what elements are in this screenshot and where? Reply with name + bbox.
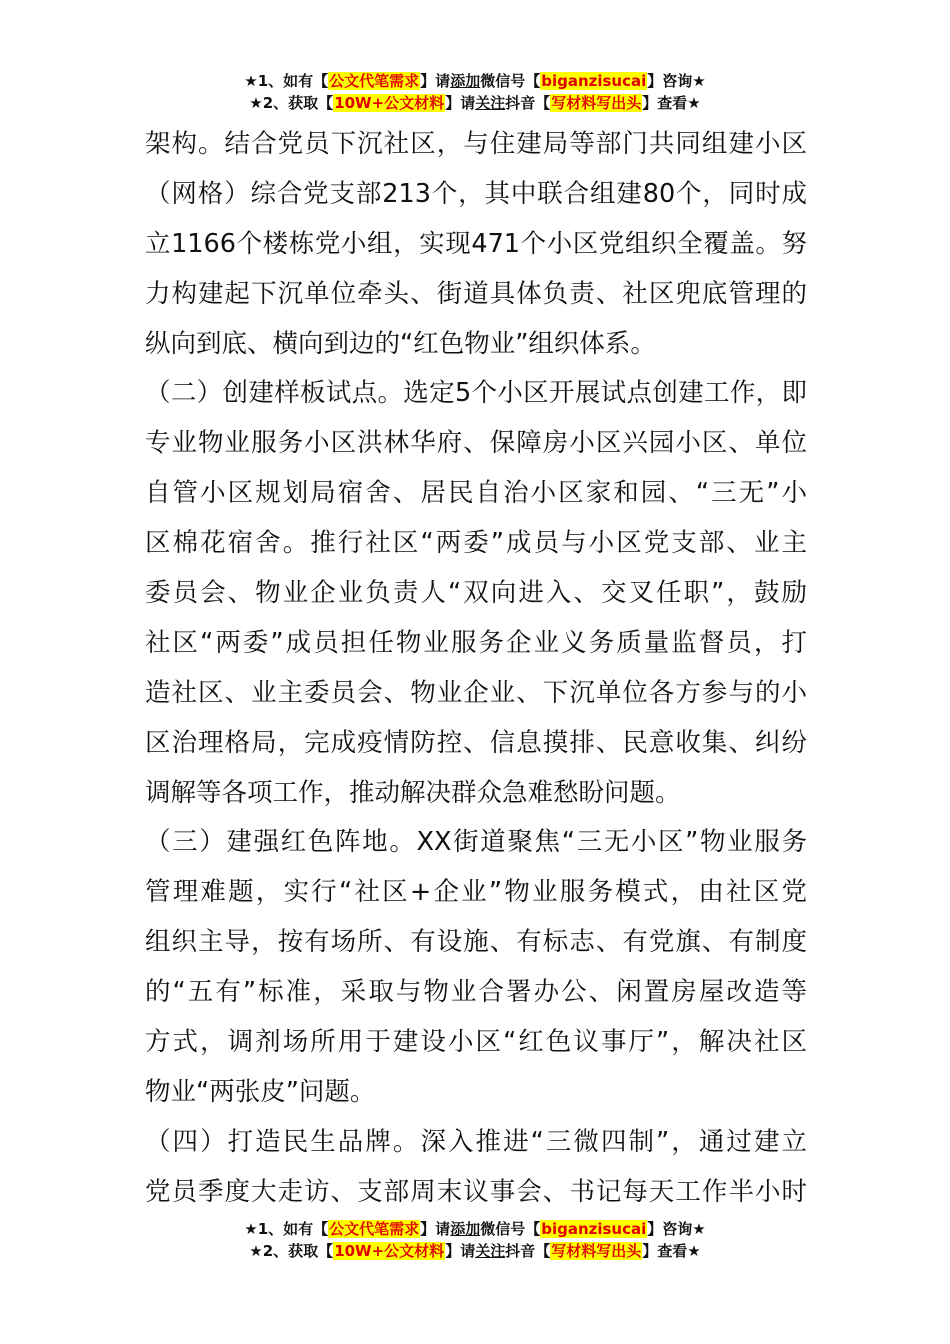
banner-text: 微信号【	[480, 72, 541, 90]
body-line: 力构建起下沉单位牵头、街道具体负责、社区兜底管理的	[145, 278, 807, 309]
highlight-text: 10W+公文材料	[334, 1242, 445, 1260]
body-line: 组织主导，按有场所、有设施、有标志、有党旗、有制度	[145, 927, 807, 958]
body-line: 调解等各项工作，推动解决群众急难愁盼问题。	[145, 777, 681, 808]
highlight-text: 公文代笔需求	[329, 72, 420, 90]
body-line: 党员季度大走访、支部周末议事会、书记每天工作半小时	[145, 1176, 807, 1207]
banner-line-1	[0, 70, 950, 92]
banner-line-2	[0, 92, 950, 114]
body-line: （二）创建样板试点。选定5个小区开展试点创建工作，即	[145, 378, 807, 409]
body-line: 立1166个楼栋党小组，实现471个小区党组织全覆盖。努	[145, 228, 807, 259]
underlined-text: 添加	[450, 72, 481, 90]
underlined-text: 关注	[475, 1242, 506, 1260]
header-banner	[0, 70, 950, 114]
body-line: 纵向到底、横向到边的“红色物业”组织体系。	[145, 328, 656, 359]
banner-text: 】请	[420, 1220, 451, 1238]
body-line: 方式，调剂场所用于建设小区“红色议事厅”，解决社区	[145, 1027, 807, 1058]
banner-text: 】请	[445, 1242, 476, 1260]
underlined-text: 关注	[475, 94, 506, 112]
banner-text: 微信号【	[480, 1220, 541, 1238]
body-line: 造社区、业主委员会、物业企业、下沉单位各方参与的小	[145, 677, 807, 708]
banner-text: ★1、如有【	[244, 72, 329, 90]
highlight-text: 公文代笔需求	[329, 1220, 420, 1238]
footer-banner	[0, 1218, 950, 1262]
banner-text: 】咨询★	[647, 1220, 706, 1238]
body-line: 架构。结合党员下沉社区，与住建局等部门共同组建小区	[145, 129, 807, 159]
body-line: 区棉花宿舍。推行社区“两委”成员与小区党支部、业主	[145, 528, 807, 559]
highlight-text: biganzisucai	[541, 72, 647, 90]
body-line: 委员会、物业企业负责人“双向进入、交叉任职”，鼓励	[145, 578, 807, 609]
highlight-text: 10W+公文材料	[334, 94, 445, 112]
banner-text: 抖音【	[505, 94, 551, 112]
body-line: 自管小区规划局宿舍、居民自治小区家和园、“三无”小	[145, 478, 807, 509]
body-line: 管理难题，实行“社区+企业”物业服务模式，由社区党	[145, 877, 807, 908]
body-line: （网格）综合党支部213个，其中联合组建80个，同时成	[145, 178, 807, 209]
banner-text: ★1、如有【	[244, 1220, 329, 1238]
highlight-text: 写材料写出头	[551, 1242, 642, 1260]
banner-line-2	[0, 1240, 950, 1262]
highlight-text: biganzisucai	[541, 1220, 647, 1238]
body-line: 专业物业服务小区洪林华府、保障房小区兴园小区、单位	[145, 428, 807, 459]
banner-text: 】请	[445, 94, 476, 112]
body-line: 的“五有”标准，采取与物业合署办公、闲置房屋改造等	[145, 977, 807, 1008]
body-line: 区治理格局，完成疫情防控、信息摸排、民意收集、纠纷	[145, 727, 807, 758]
body-line: 物业“两张皮”问题。	[145, 1076, 376, 1107]
banner-text: 】请	[420, 72, 451, 90]
banner-text: ★2、获取【	[249, 94, 334, 112]
banner-text: 】咨询★	[647, 72, 706, 90]
banner-line-1	[0, 1218, 950, 1240]
underlined-text: 添加	[450, 1220, 481, 1238]
body-line: 社区“两委”成员担任物业服务企业义务质量监督员，打	[145, 627, 807, 658]
highlight-text: 写材料写出头	[551, 94, 642, 112]
body-line: （三）建强红色阵地。XX街道聚焦“三无小区”物业服务	[145, 827, 807, 858]
banner-text: 】查看★	[642, 1242, 701, 1260]
body-line: （四）打造民生品牌。深入推进“三微四制”，通过建立	[145, 1126, 807, 1157]
document-body	[145, 120, 807, 1218]
banner-text: 抖音【	[505, 1242, 551, 1260]
banner-text: 】查看★	[642, 94, 701, 112]
banner-text: ★2、获取【	[249, 1242, 334, 1260]
